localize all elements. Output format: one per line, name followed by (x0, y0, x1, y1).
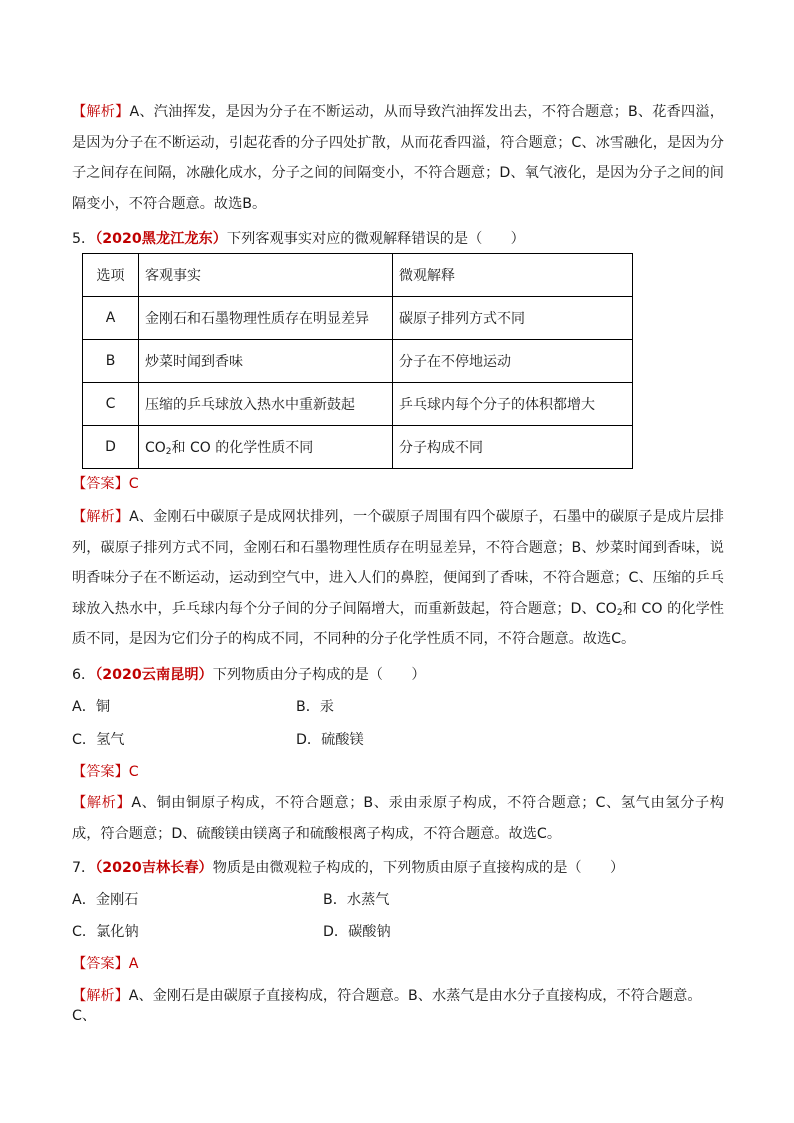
answer-q6: 【答案】C (72, 764, 139, 780)
table-cell-fact: $CO_2$和 CO 的化学性质不同 (139, 426, 393, 469)
question-source: （2020黑龙江龙东） (95, 231, 227, 247)
table-row (83, 297, 633, 340)
option-b: B．汞 (296, 699, 335, 715)
analysis-text: A、汽油挥发，是因为分子在不断运动，从而导致汽油挥发出去，不符合题意；B、花香四溢，是因为分子在不断运动，引起花香的分子四处扩散，从而花香四溢，符合题意；C、冰雪融化，是因为分子之间存在间隔，冰融化成水，分子之间的间隔变小，不符合题意；D、氧气液化，是因为分子之间的间隔变小，不符合题意。故选B。 (72, 104, 724, 212)
question-stem: 物质是由微观粒子构成的，下列物质由原子直接构成的是（ ） (212, 860, 625, 876)
table-cell-option: B (83, 340, 139, 383)
question-source: （2020吉林长春） (95, 860, 213, 876)
table-cell-explain: 碳原子排列方式不同 (393, 297, 633, 340)
table-header-cell: 选项 (83, 254, 139, 297)
question-6: 6．（2020云南昆明）下列物质由分子构成的是（ ） (72, 667, 426, 683)
option-a: A．铜 (72, 699, 111, 715)
question-stem: 下列物质由分子构成的是（ ） (212, 667, 426, 683)
analysis-paragraph-q6: 【解析】A、铜由铜原子构成，不符合题意；B、汞由汞原子构成，不符合题意；C、氢气由氢分子构成，符合题意；D、硫酸镁由镁离子和硫酸根离子构成，不符合题意。故选C。 (72, 795, 724, 842)
table-cell-explain: 分子在不停地运动 (393, 340, 633, 383)
option-b: B．水蒸气 (323, 892, 390, 908)
analysis-label: 【解析】 (72, 104, 130, 120)
table-header-cell: 客观事实 (139, 254, 393, 297)
table-cell-option: A (83, 297, 139, 340)
analysis-paragraph-q7: 【解析】A、金刚石是由碳原子直接构成，符合题意。B、水蒸气是由水分子直接构成，不符合题意。C、 (72, 988, 702, 1024)
question-source: （2020云南昆明） (95, 667, 213, 683)
question-5-table (82, 253, 633, 469)
option-d: D．硫酸镁 (296, 732, 364, 748)
analysis-paragraph-q4 (72, 97, 724, 219)
table-header-row (83, 254, 633, 297)
table-row (83, 340, 633, 383)
answer-q5: 【答案】C (72, 476, 139, 492)
table-cell-fact: 压缩的乒乓球放入热水中重新鼓起 (139, 383, 393, 426)
option-d: D．碳酸钠 (323, 924, 391, 940)
table-row (83, 426, 633, 469)
table-cell-fact: 炒菜时闻到香味 (139, 340, 393, 383)
table-header-cell: 微观解释 (393, 254, 633, 297)
option-a: A．金刚石 (72, 892, 139, 908)
table-cell-fact: 金刚石和石墨物理性质存在明显差异 (139, 297, 393, 340)
answer-q7: 【答案】A (72, 956, 139, 972)
table-row (83, 383, 633, 426)
table-cell-option: C (83, 383, 139, 426)
question-5: 5．（2020黑龙江龙东）下列客观事实对应的微观解释错误的是（ ） (72, 231, 525, 247)
table-cell-explain: 分子构成不同 (393, 426, 633, 469)
table-cell-option: D (83, 426, 139, 469)
question-stem: 下列客观事实对应的微观解释错误的是（ ） (226, 231, 525, 247)
question-7: 7．（2020吉林长春）物质是由微观粒子构成的，下列物质由原子直接构成的是（ ） (72, 860, 625, 876)
table-cell-explain: 乒乓球内每个分子的体积都增大 (393, 383, 633, 426)
option-c: C．氯化钠 (72, 924, 139, 940)
analysis-paragraph-q5: 【解析】A、金刚石中碳原子是成网状排列，一个碳原子周围有四个碳原子，石墨中的碳原子是成片层排列，碳原子排列方式不同，金刚石和石墨物理性质存在明显差异，不符合题意；B、炒菜时闻到香味，说明香味分子在不断运动，运动到空气中，进入人们的鼻腔，便闻到了香味，不符合题意；C、压缩的乒乓球放入热水中，乒乓球内每个分子间的分子间隔增大，而重新鼓起，符合题意；D、$CO_2$和 CO 的化学性质不同，是因为它们分子的构成不同，不同种的分子化学性质不同，不符合题意。故选C。 (72, 509, 724, 647)
option-c: C．氢气 (72, 732, 125, 748)
